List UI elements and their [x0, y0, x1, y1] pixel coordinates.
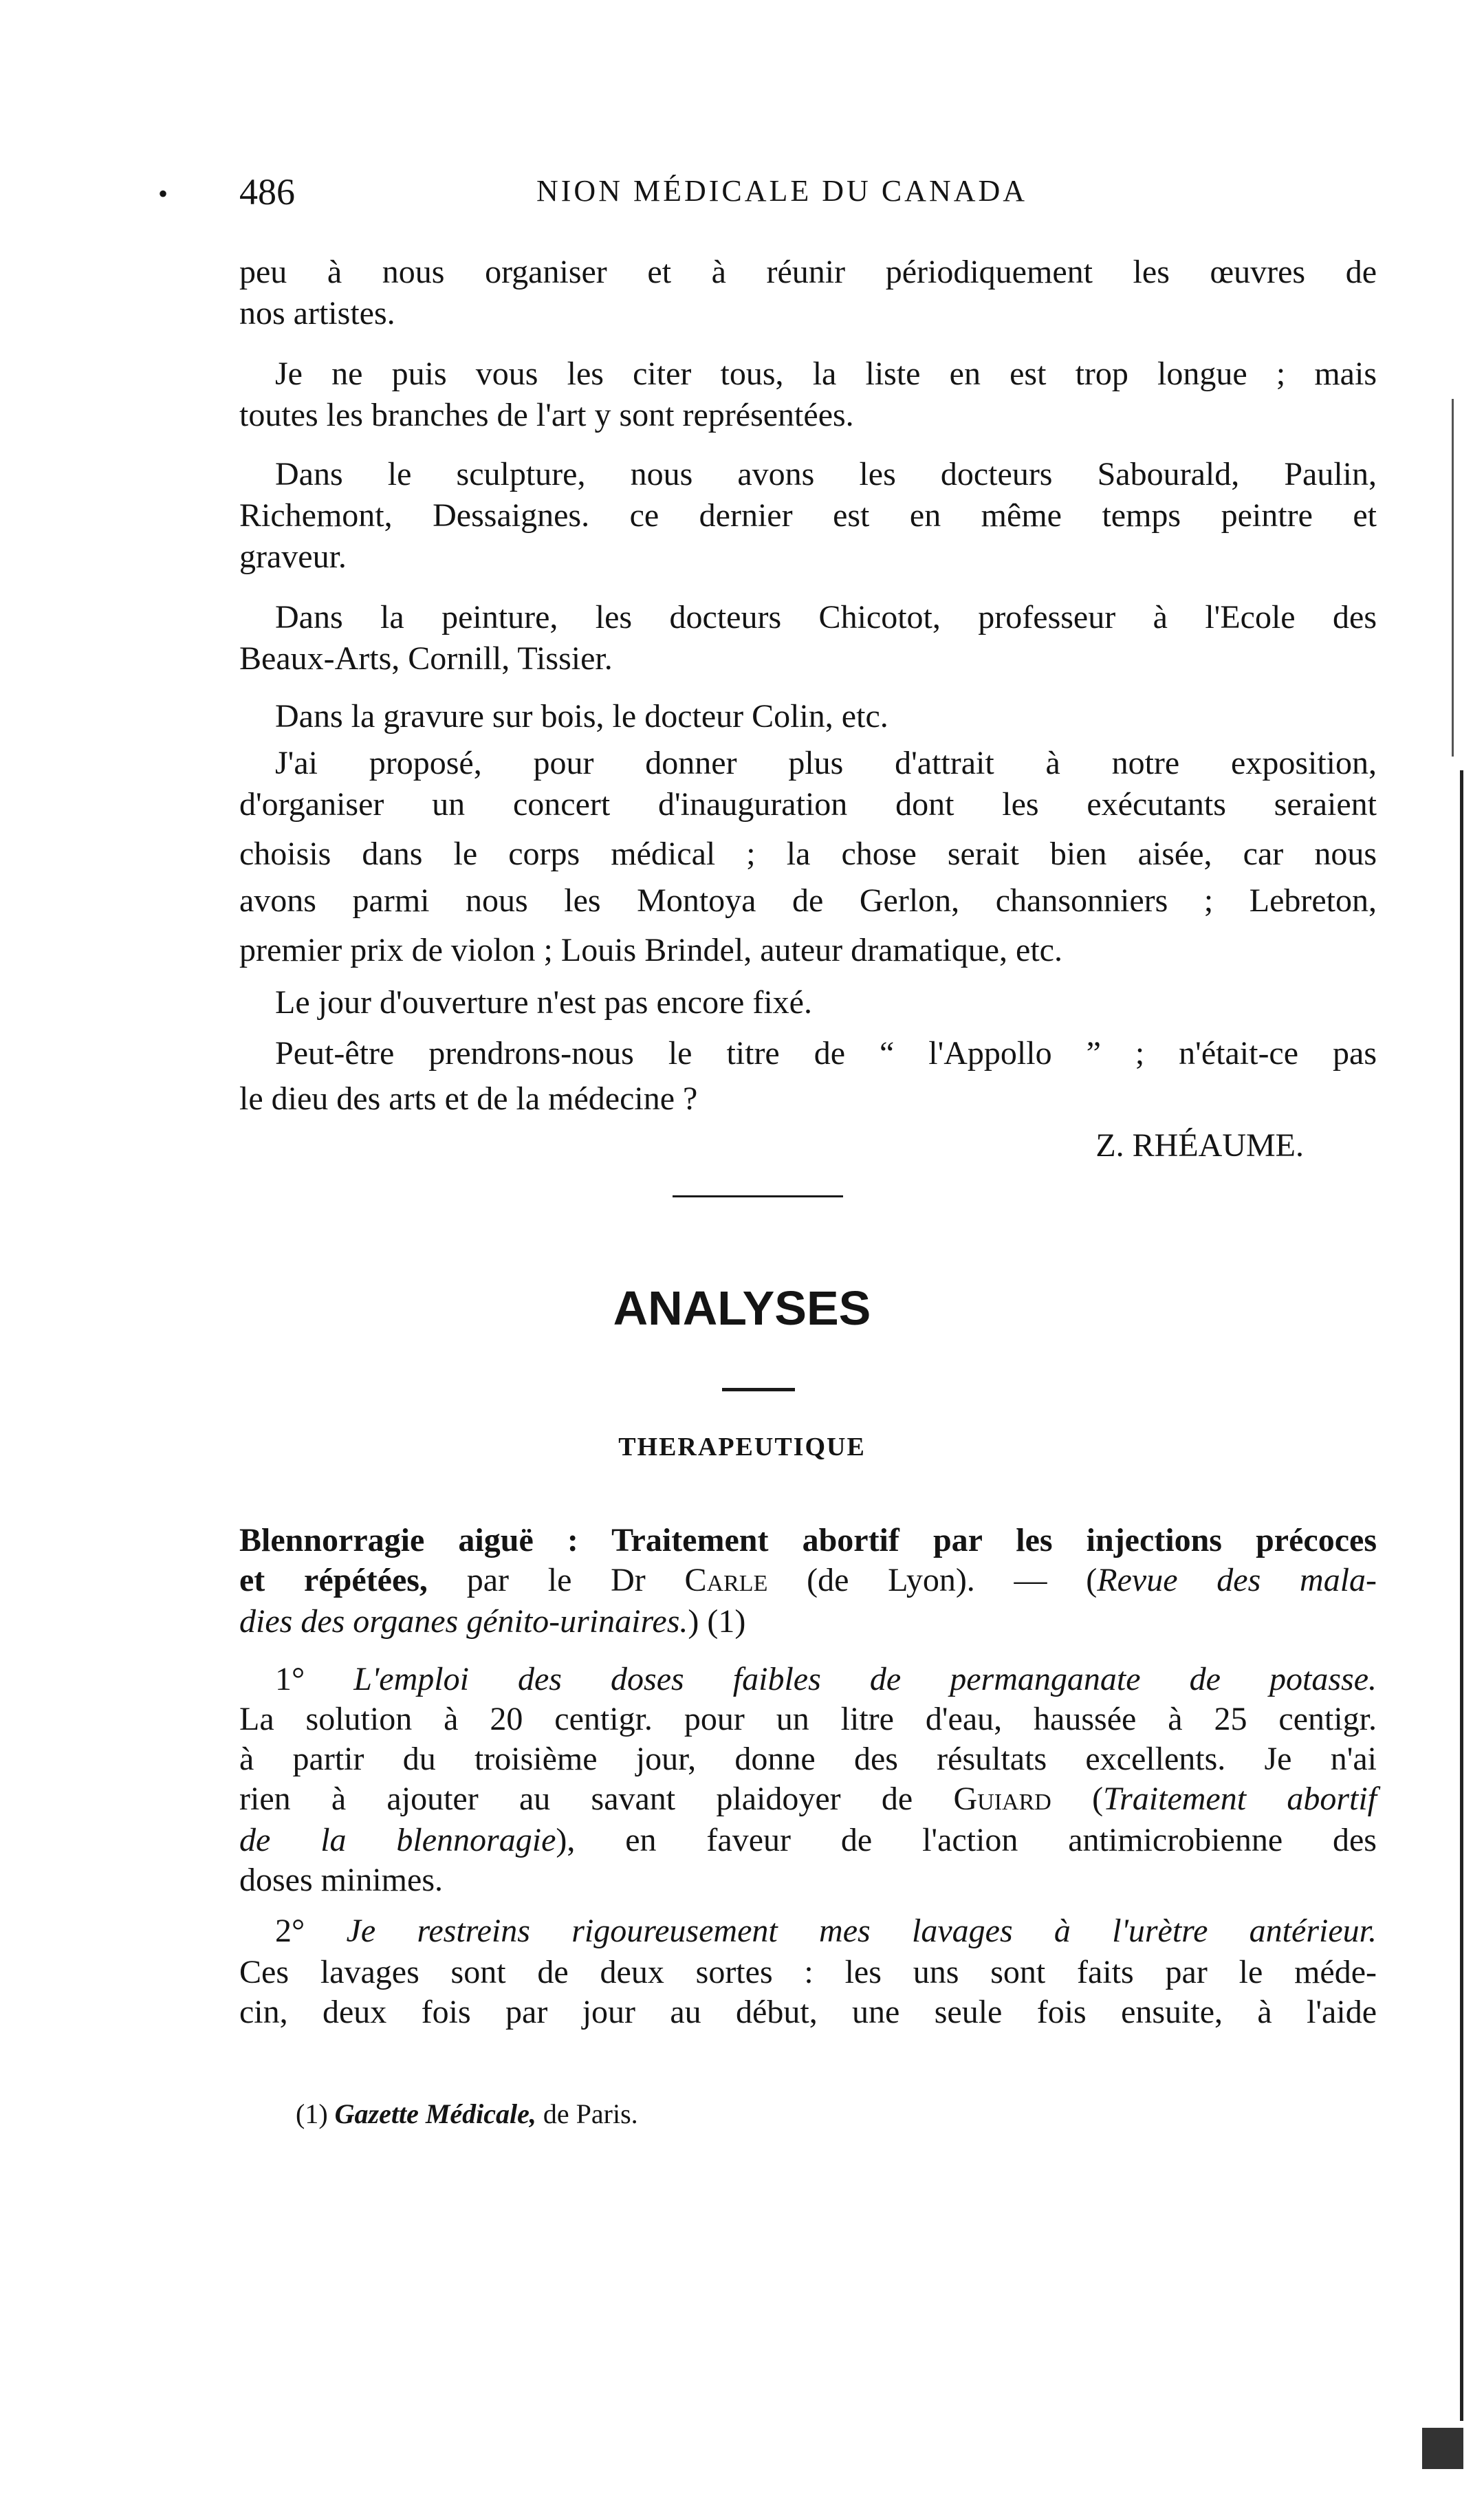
- footnote-journal: Gazette Médicale,: [334, 2098, 536, 2129]
- author-signature: Z. RHÉAUME.: [1095, 1127, 1304, 1164]
- paragraph-2-line: [275, 1911, 1377, 1952]
- journal-name: dies des organes génito-urinaires.: [239, 1603, 688, 1640]
- paragraph-2-line: cin, deux fois par jour au début, une seule fois ensuite, à l'aide: [239, 1994, 1377, 2030]
- cited-work: Traitement abortif: [1103, 1781, 1377, 1817]
- analysis-text: ), en faveur de l'action antimicrobienne des: [556, 1822, 1377, 1858]
- article-line: Dans la peinture, les docteurs Chicotot, professeur à l'Ecole des: [275, 599, 1377, 635]
- scan-corner-mark: [1422, 2428, 1463, 2469]
- analysis-title-bold: Blennorragie aiguë : Traitement abortif par les injections précoces: [239, 1522, 1377, 1558]
- analysis-text: (: [1051, 1781, 1104, 1817]
- article-line: peu à nous organiser et à réunir périodiquement les œuvres de: [239, 254, 1377, 290]
- article-line: Le jour d'ouverture n'est pas encore fixé.: [275, 984, 812, 1021]
- analysis-author: Carle: [684, 1562, 768, 1598]
- article-line: Dans le sculpture, nous avons les docteurs Sabourald, Paulin,: [275, 456, 1377, 492]
- paragraph-number: 2°: [275, 1913, 305, 1949]
- article-line: nos artistes.: [239, 295, 395, 331]
- footnote-marker: (1): [296, 2098, 328, 2129]
- cited-work: de la blennoragie: [239, 1822, 556, 1858]
- paragraph-lead: L'emploi des doses faibles de permanganate de potasse.: [353, 1661, 1377, 1697]
- footnote: [296, 2098, 638, 2130]
- article-line: graveur.: [239, 539, 347, 575]
- section-heading: ANALYSES: [613, 1281, 871, 1335]
- analysis-title-bold: et répétées,: [239, 1562, 428, 1598]
- separator-rule: [673, 1195, 843, 1197]
- short-rule: [722, 1388, 795, 1391]
- article-line: le dieu des arts et de la médecine ?: [239, 1080, 698, 1117]
- running-title: NION MÉDICALE DU CANADA: [536, 174, 1028, 208]
- paragraph-1-line: doses minimes.: [239, 1862, 443, 1898]
- analysis-text: rien à ajouter au savant plaidoyer de: [239, 1781, 954, 1817]
- paragraph-2-line: Ces lavages sont de deux sortes : les uns sont faits par le méde-: [239, 1954, 1377, 1990]
- paragraph-1-line: La solution à 20 centigr. pour un litre d'eau, haussée à 25 centigr.: [239, 1701, 1377, 1737]
- paragraph-1-line: [239, 1779, 1377, 1820]
- paragraph-1-line: [275, 1659, 1377, 1700]
- footnote-text: de Paris.: [536, 2098, 638, 2129]
- article-line: Beaux-Arts, Cornill, Tissier.: [239, 640, 613, 677]
- article-line: J'ai proposé, pour donner plus d'attrait à notre exposition,: [275, 745, 1377, 781]
- paragraph-number: 1°: [275, 1661, 305, 1697]
- analysis-title-line: [239, 1520, 1377, 1561]
- article-line: avons parmi nous les Montoya de Gerlon, chansonniers ; Lebreton,: [239, 882, 1377, 919]
- analysis-title-line: [239, 1560, 1377, 1601]
- analysis-text: ) (1): [688, 1603, 746, 1640]
- article-line: Dans la gravure sur bois, le docteur Colin, etc.: [275, 698, 888, 735]
- article-line: Je ne puis vous les citer tous, la liste en est trop longue ; mais: [275, 356, 1377, 392]
- analysis-title-line: [239, 1601, 1377, 1642]
- article-line: Richemont, Dessaignes. ce dernier est en même temps peintre et: [239, 497, 1377, 534]
- article-line: premier prix de violon ; Louis Brindel, auteur dramatique, etc.: [239, 932, 1062, 968]
- paragraph-1-line: [239, 1820, 1377, 1861]
- article-line: Peut-être prendrons-nous le titre de “ l'Appollo ” ; n'était-ce pas: [275, 1035, 1377, 1072]
- scan-edge-mark: [1452, 399, 1454, 757]
- analysis-text: (de Lyon). — (: [767, 1562, 1098, 1598]
- margin-bullet: •: [158, 178, 168, 209]
- article-line: d'organiser un concert d'inauguration dont les exécutants seraient: [239, 786, 1377, 823]
- scan-edge-mark: [1460, 770, 1463, 2421]
- journal-name: Revue des mala-: [1097, 1562, 1377, 1598]
- section-subheading: THERAPEUTIQUE: [618, 1433, 866, 1461]
- paragraph-lead: Je restreins rigoureusement mes lavages à l'urètre antérieur.: [346, 1913, 1377, 1949]
- cited-author: Guiard: [953, 1781, 1051, 1817]
- paragraph-1-line: à partir du troisième jour, donne des résultats excellents. Je n'ai: [239, 1741, 1377, 1777]
- page-number: 486: [239, 171, 295, 213]
- article-line: toutes les branches de l'art y sont représentées.: [239, 397, 854, 433]
- analysis-text: par le Dr: [427, 1562, 685, 1598]
- article-line: choisis dans le corps médical ; la chose serait bien aisée, car nous: [239, 836, 1377, 872]
